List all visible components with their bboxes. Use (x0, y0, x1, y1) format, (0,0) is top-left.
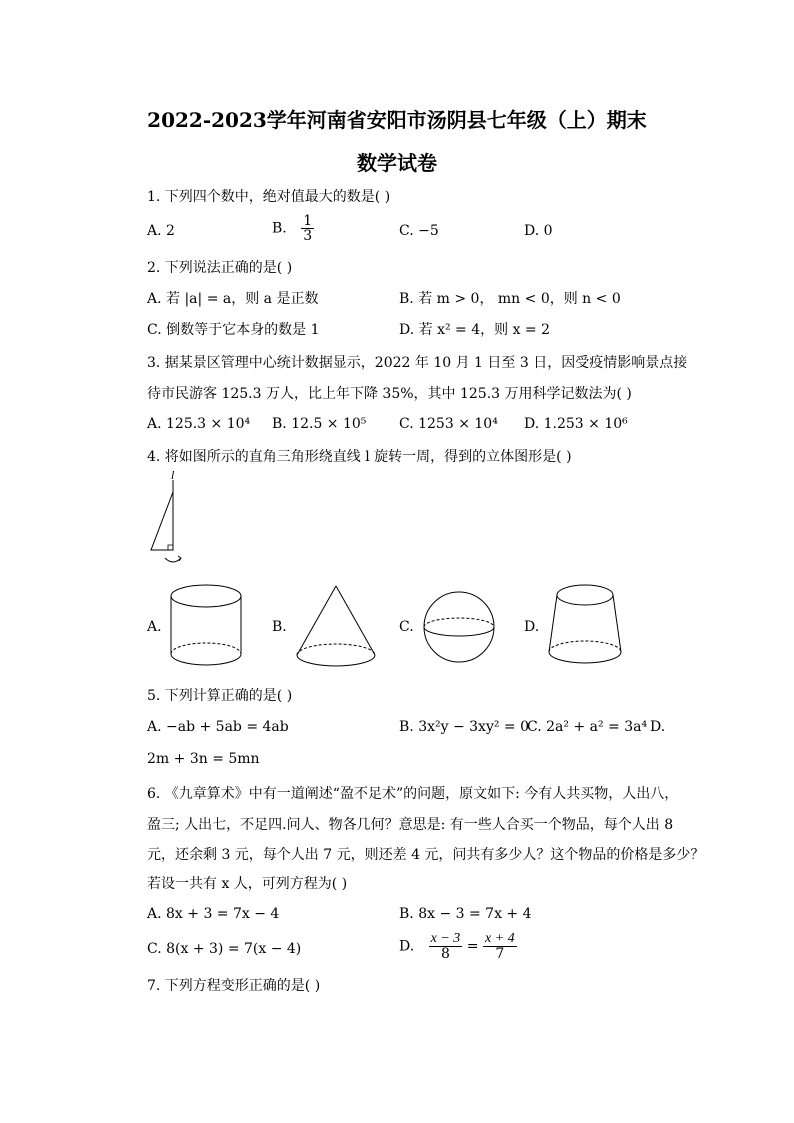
frustum-figure (545, 581, 625, 667)
q6-d-numerator-left: x − 3 (430, 931, 461, 946)
q1-option-d: D. 0 (524, 223, 553, 239)
right-angle-mark (168, 545, 173, 550)
q2-option-c: C. 倒数等于它本身的数是 1 (147, 322, 320, 338)
q5-option-d-expression: 2m + 3n = 5mn (147, 751, 260, 767)
axis-label-l: l (171, 468, 175, 482)
q6-d-fraction-right (483, 932, 517, 961)
q2-option-a: A. 若 |a| = a，则 a 是正数 (147, 291, 319, 307)
q3-option-a: A. 125.3 × 10⁴ (147, 416, 251, 432)
q6-d-denominator-right: 7 (495, 946, 505, 962)
q1-b-numerator: 1 (303, 213, 313, 229)
cylinder-figure (168, 583, 244, 667)
q4-option-d-label: D. (524, 619, 540, 635)
question-6-line-4: 若设一共有 x 人，可列方程为( ) (147, 876, 348, 892)
q1-option-b (272, 214, 314, 243)
q6-option-a: A. 8x + 3 = 7x − 4 (147, 906, 280, 922)
question-3-line-1: 3. 据某景区管理中心统计数据显示，2022 年 10 月 1 日至 3 日，因受疫情影响景点接 (147, 355, 688, 371)
question-3-line-2: 待市民游客 125.3 万人，比上年下降 35%，其中 125.3 万用科学记数法为( ) (147, 386, 632, 402)
q6-d-numerator-right: x + 4 (484, 931, 515, 946)
q1-option-c: C. −5 (399, 223, 439, 239)
q1-option-b-fraction (301, 214, 314, 243)
sphere-figure (421, 589, 497, 665)
q5-option-b: B. 3x²y − 3xy² = 0 (399, 719, 530, 735)
q1-b-denominator: 3 (303, 228, 313, 244)
q4-option-a-label: A. (147, 619, 162, 635)
q2-option-b: B. 若 m > 0， mn < 0，则 n < 0 (399, 291, 621, 307)
question-6-line-2: 盈三; 人出七，不足四.问人、物各几何？意思是: 有一些人合买一个物品，每个人出 8 (147, 817, 674, 833)
q1-option-b-label: B. (272, 220, 287, 237)
q6-option-d-label: D. (399, 938, 415, 955)
question-4-stem: 4. 将如图所示的直角三角形绕直线 l 旋转一周，得到的立体图形是( ) (147, 449, 572, 465)
exam-title-line2: 数学试卷 (357, 151, 437, 175)
q6-d-fraction-left (429, 932, 463, 961)
cone-figure (294, 583, 378, 669)
right-triangle (151, 492, 173, 550)
q6-d-denominator-left: 8 (441, 946, 450, 962)
question-7-stem: 7. 下列方程变形正确的是( ) (147, 978, 321, 994)
q4-option-c-label: C. (399, 619, 414, 635)
right-triangle-figure (140, 470, 200, 580)
question-2-stem: 2. 下列说法正确的是( ) (147, 260, 293, 276)
q6-option-d (399, 932, 517, 961)
q5-option-c: C. 2a² + a² = 3a⁴ (527, 719, 648, 735)
q5-option-d-label: D. (650, 719, 666, 735)
q3-option-b: B. 12.5 × 10⁵ (272, 416, 367, 432)
q4-option-b-label: B. (272, 619, 287, 635)
q3-option-c: C. 1253 × 10⁴ (399, 416, 498, 432)
q1-option-a: A. 2 (147, 223, 175, 239)
exam-title-line1: 2022-2023学年河南省安阳市汤阴县七年级（上）期末 (147, 108, 647, 132)
q6-d-equals: = (466, 938, 479, 955)
question-5-stem: 5. 下列计算正确的是( ) (147, 688, 293, 704)
q2-option-d: D. 若 x² = 4，则 x = 2 (399, 322, 551, 338)
q3-option-d: D. 1.253 × 10⁶ (524, 416, 628, 432)
rotation-arrow-icon (165, 558, 181, 562)
question-6-line-1: 6. 《九章算术》中有一道阐述“盈不足术”的问题，原文如下: 今有人共买物，人出八， (147, 786, 679, 802)
q5-option-a: A. −ab + 5ab = 4ab (147, 719, 289, 735)
question-6-line-3: 元，还余剩 3 元，每个人出 7 元，则还差 4 元，问共有多少人？这个物品的价格是多少？ (147, 847, 705, 863)
q6-option-c: C. 8(x + 3) = 7(x − 4) (147, 941, 302, 957)
q6-option-b: B. 8x − 3 = 7x + 4 (399, 906, 532, 922)
question-1-stem: 1. 下列四个数中，绝对值最大的数是( ) (147, 189, 391, 205)
